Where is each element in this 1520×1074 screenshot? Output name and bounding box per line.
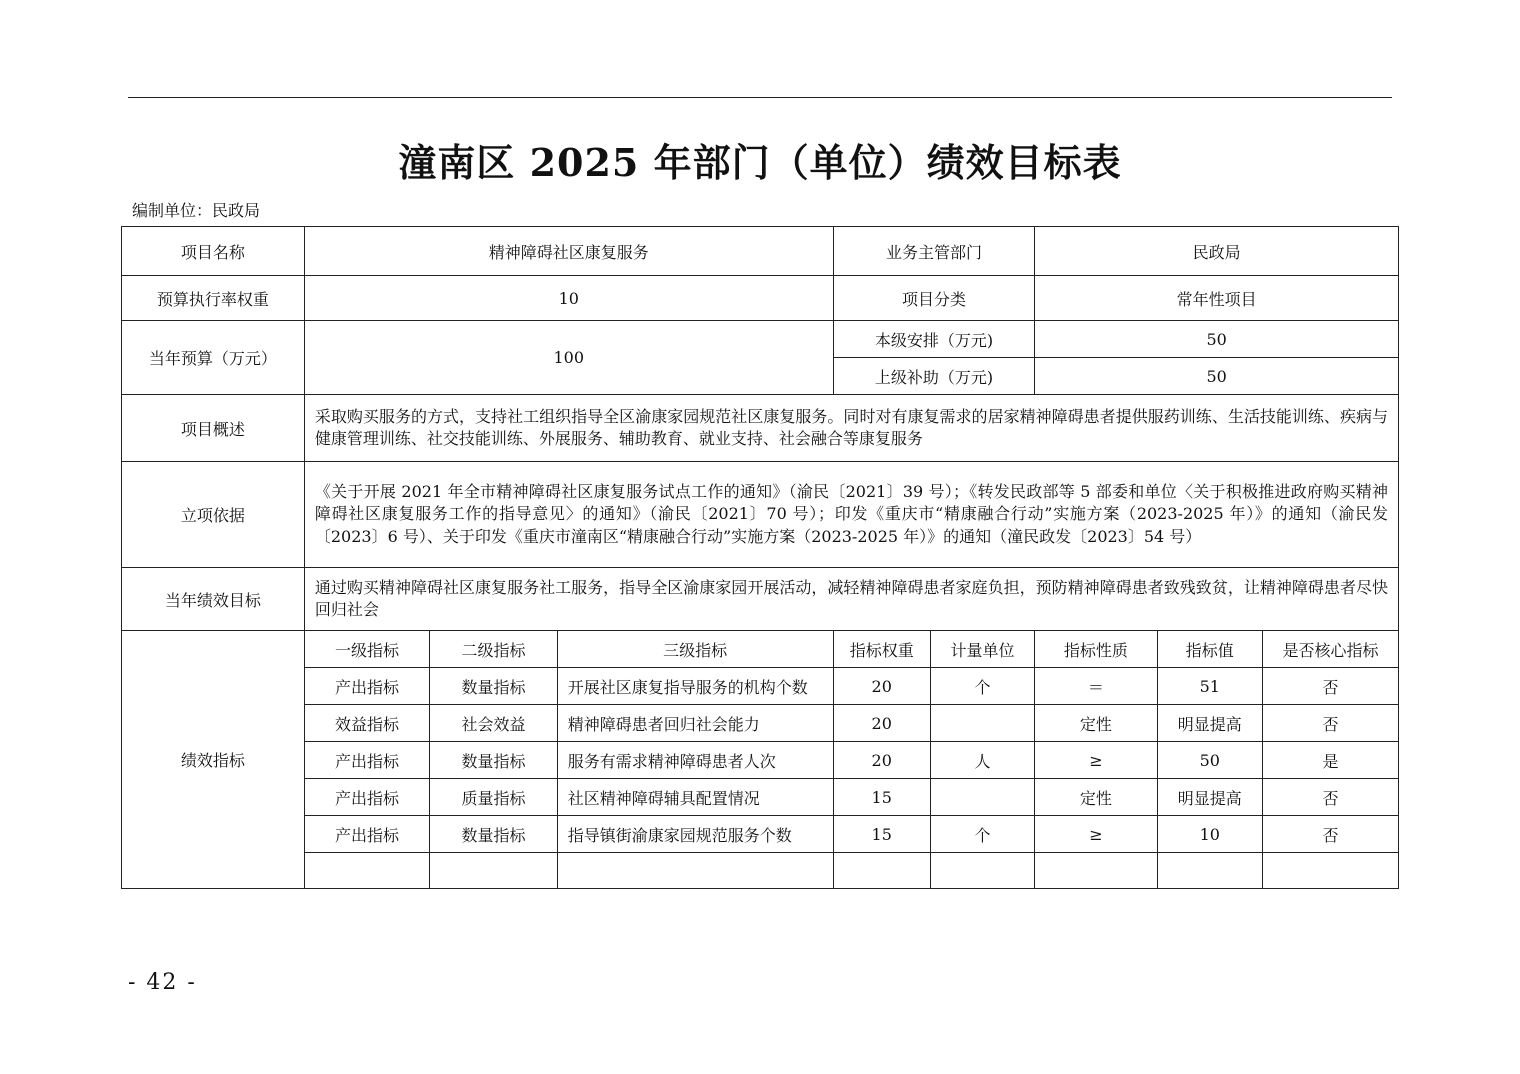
cell-level3 (557, 853, 833, 889)
cell-level3: 社区精神障碍辅具配置情况 (557, 779, 833, 816)
cell-level1 (304, 853, 429, 889)
goal-label: 当年绩效目标 (122, 568, 305, 631)
cell-core: 否 (1263, 668, 1399, 705)
cell-unit (930, 705, 1035, 742)
cell-nature: 定性 (1035, 705, 1157, 742)
cell-level3: 指导镇街渝康家园规范服务个数 (557, 816, 833, 853)
header-nature: 指标性质 (1035, 631, 1157, 668)
cell-nature: ≥ (1035, 816, 1157, 853)
cell-core: 是 (1263, 742, 1399, 779)
cell-unit (930, 779, 1035, 816)
cell-unit: 个 (930, 816, 1035, 853)
cell-level2: 数量指标 (430, 742, 557, 779)
cell-value (1157, 853, 1263, 889)
cell-unit: 人 (930, 742, 1035, 779)
goal-text: 通过购买精神障碍社区康复服务社工服务，指导全区渝康家园开展活动，减轻精神障碍患者家庭负担，预防精神障碍患者致残致贫，让精神障碍患者尽快回归社会 (304, 568, 1398, 631)
project-name-value: 精神障碍社区康复服务 (304, 227, 833, 276)
cell-value: 明显提高 (1157, 705, 1263, 742)
cell-level3: 精神障碍患者回归社会能力 (557, 705, 833, 742)
header-level1: 一级指标 (304, 631, 429, 668)
cell-weight (833, 853, 930, 889)
page-title: 潼南区 2025 年部门（单位）绩效目标表 (398, 140, 1122, 185)
basis-label: 立项依据 (122, 462, 305, 568)
performance-table (121, 226, 1399, 889)
project-name-label: 项目名称 (122, 227, 305, 276)
cell-level3: 服务有需求精神障碍患者人次 (557, 742, 833, 779)
header-level3: 三级指标 (557, 631, 833, 668)
cell-core: 否 (1263, 816, 1399, 853)
cell-value: 51 (1157, 668, 1263, 705)
cell-level3: 开展社区康复指导服务的机构个数 (557, 668, 833, 705)
org-unit: 编制单位：民政局 (132, 201, 261, 220)
upper-value: 50 (1035, 358, 1399, 395)
overview-text: 采取购买服务的方式，支持社工组织指导全区渝康家园规范社区康复服务。同时对有康复需求的居家精神障碍患者提供服药训练、生活技能训练、疾病与健康管理训练、社交技能训练、外展服务、辅助教育、就业支持、社会融合等康复服务 (304, 395, 1398, 462)
cell-value: 50 (1157, 742, 1263, 779)
cell-level2: 数量指标 (430, 816, 557, 853)
cell-level2: 数量指标 (430, 668, 557, 705)
dept-value: 民政局 (1035, 227, 1399, 276)
cell-core (1263, 853, 1399, 889)
cell-weight: 20 (833, 742, 930, 779)
weight-value: 10 (304, 276, 833, 321)
header-value: 指标值 (1157, 631, 1263, 668)
dept-label: 业务主管部门 (833, 227, 1035, 276)
cell-level1: 产出指标 (304, 668, 429, 705)
cell-level1: 产出指标 (304, 779, 429, 816)
header-rule (128, 97, 1392, 98)
local-label: 本级安排（万元) (833, 321, 1035, 358)
header-weight: 指标权重 (833, 631, 930, 668)
cell-level2: 质量指标 (430, 779, 557, 816)
cell-weight: 20 (833, 705, 930, 742)
cell-level1: 效益指标 (304, 705, 429, 742)
cell-core: 否 (1263, 705, 1399, 742)
cell-core: 否 (1263, 779, 1399, 816)
indicator-header-row (122, 631, 1399, 668)
table-row (122, 742, 1399, 779)
cell-value: 10 (1157, 816, 1263, 853)
cell-level1: 产出指标 (304, 816, 429, 853)
category-label: 项目分类 (833, 276, 1035, 321)
cell-unit: 个 (930, 668, 1035, 705)
header-core: 是否核心指标 (1263, 631, 1399, 668)
cell-level1: 产出指标 (304, 742, 429, 779)
cell-level2: 社会效益 (430, 705, 557, 742)
cell-unit (930, 853, 1035, 889)
table-row (122, 668, 1399, 705)
cell-value: 明显提高 (1157, 779, 1263, 816)
cell-weight: 20 (833, 668, 930, 705)
header-level2: 二级指标 (430, 631, 557, 668)
weight-label: 预算执行率权重 (122, 276, 305, 321)
header-unit: 计量单位 (930, 631, 1035, 668)
table-row (122, 705, 1399, 742)
budget-label: 当年预算（万元） (122, 321, 305, 395)
category-value: 常年性项目 (1035, 276, 1399, 321)
basis-text: 《关于开展 2021 年全市精神障碍社区康复服务试点工作的通知》（渝民〔2021〕39 号）；《转发民政部等 5 部委和单位〈关于积极推进政府购买精神障碍社区康复服务工作的指导意见〉的通知》（渝民〔2021〕70 号）；印发《重庆市“精康融合行动”实施方案（2023-2025 年）》的通知（渝民发〔2023〕6 号）、关于印发《重庆市潼南区“精康融合行动”实施方案（2023-2025 年）》的通知（潼民政发〔2023〕54 号） (304, 462, 1398, 568)
upper-label: 上级补助（万元) (833, 358, 1035, 395)
cell-nature: ＝ (1035, 668, 1157, 705)
cell-nature: 定性 (1035, 779, 1157, 816)
cell-weight: 15 (833, 816, 930, 853)
cell-weight: 15 (833, 779, 930, 816)
budget-value: 100 (304, 321, 833, 395)
table-row (122, 779, 1399, 816)
page-number: - 42 - (128, 970, 197, 995)
cell-level2 (430, 853, 557, 889)
table-row (122, 816, 1399, 853)
cell-nature: ≥ (1035, 742, 1157, 779)
table-row-empty (122, 853, 1399, 889)
local-value: 50 (1035, 321, 1399, 358)
overview-label: 项目概述 (122, 395, 305, 462)
cell-nature (1035, 853, 1157, 889)
indicators-label: 绩效指标 (122, 631, 305, 889)
